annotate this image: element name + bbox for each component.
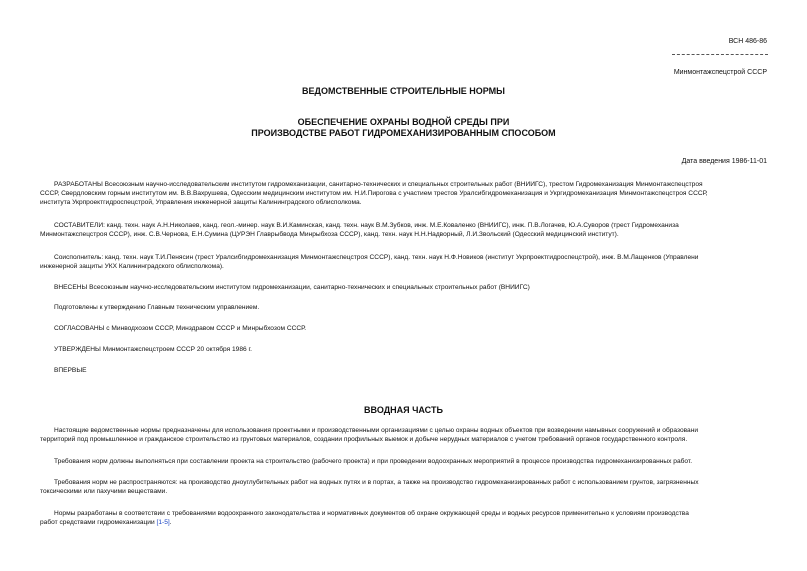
- coauthors-line-2: инженерной защиты УКХ Калининградского облисполкома).: [40, 263, 224, 270]
- first-edition-line: ВПЕРВЫЕ: [54, 367, 87, 374]
- agreed-line: СОГЛАСОВАНЫ с Минводхозом СССР, Минздравом СССР и Минрыбхозом СССР.: [54, 325, 307, 332]
- intro-p4-line-1: Нормы разработаны в соответствии с требованиями водоохранного законодательства и нормативных документов об охране окружающей среды и водных ресурсов применительно к условиям производства: [54, 510, 689, 517]
- issuing-ministry: Минмонтажспецстрой СССР: [673, 69, 767, 76]
- developed-line-3: института Укрпроектгидроспецстрой, Управления инженерной защиты Калининградского облисполкома.: [40, 199, 362, 206]
- authors-paragraph: [40, 221, 773, 239]
- introduced-line: ВНЕСЕНЫ Всесоюзным научно-исследовательским институтом гидромеханизации, санитарно-технических и специальных строительных работ (ВНИИГС): [54, 284, 530, 291]
- approved-paragraph: [40, 345, 773, 354]
- document-title: [0, 117, 807, 139]
- title-line-1: ОБЕСПЕЧЕНИЕ ОХРАНЫ ВОДНОЙ СРЕДЫ ПРИ: [297, 117, 510, 127]
- coauthors-paragraph: [40, 253, 773, 271]
- introduced-paragraph: [40, 283, 773, 292]
- intro-p4-end: .: [169, 519, 172, 526]
- title-line-2: ПРОИЗВОДСТВЕ РАБОТ ГИДРОМЕХАНИЗИРОВАННЫМ СПОСОБОМ: [251, 128, 556, 138]
- prepared-paragraph: [40, 303, 773, 312]
- first-edition-note: [40, 366, 773, 375]
- intro-p1-line-2: территорий под промышленное и гражданское строительство из грунтовых материалов, создании профильных выемок и добыче нерудных материалов с учетом требований органов государственного контроля.: [40, 436, 688, 443]
- prepared-line: Подготовлены к утверждению Главным техническим управлением.: [54, 304, 260, 311]
- intro-p4-text: работ средствами гидромеханизации: [40, 519, 157, 526]
- coauthors-line-1: Соисполнитель: канд. техн. наук Т.И.Пенясин (трест Уралсибгидромеханизация Минмонтажспецстроя СССР), канд. техн. наук Н.Ф.Новиков (институт Укрпроектгидроспецстрой), инж. В.М.Лащенков (Управлени: [54, 254, 699, 261]
- reference-link[interactable]: [1-5]: [156, 519, 170, 526]
- approved-line: УТВЕРЖДЕНЫ Минмонтажспецстроем СССР 20 октября 1986 г.: [54, 346, 252, 353]
- header-divider: [672, 54, 768, 55]
- intro-paragraph-1: [40, 426, 773, 444]
- intro-p1-line-1: Настоящие ведомственные нормы предназначены для использования проектными и производственными организациями с целью охраны водных объектов при возведении намывных сооружений и образовани: [54, 427, 699, 434]
- intro-p3-line-1: Требования норм не распространяются: на производство дноуглубительных работ на водных путях и в портах, а также на производство гидромеханизированных работ с использованием грунтов, загрязненных: [54, 479, 699, 486]
- intro-paragraph-2: [40, 457, 773, 466]
- intro-paragraph-4: [40, 509, 773, 527]
- intro-paragraph-3: [40, 478, 773, 496]
- document-code: ВСН 486-86: [728, 38, 767, 45]
- agreed-paragraph: [40, 324, 773, 333]
- intro-p2-line: Требования норм должны выполняться при составлении проекта на строительство (рабочего проекта) и при проведении водоохранных мероприятий в процессе производства гидромеханизированных работ.: [54, 458, 693, 465]
- effective-date: Дата введения 1986-11-01: [681, 158, 767, 165]
- document-heading: ВЕДОМСТВЕННЫЕ СТРОИТЕЛЬНЫЕ НОРМЫ: [302, 86, 505, 96]
- developed-line-1: РАЗРАБОТАНЫ Всесоюзным научно-исследовательским институтом гидромеханизации, санитарно-технических и специальных строительных работ (ВНИИГС), трестом Гидромеханизация Минмонтажспецстроя: [54, 181, 703, 188]
- intro-p3-line-2: токсическими или пахучими веществами.: [40, 488, 168, 495]
- intro-p4-line-2: [40, 518, 773, 527]
- developed-paragraph: [40, 180, 773, 207]
- developed-line-2: СССР, Свердловским горным институтом им. В.В.Вахрушева, Одесским медицинским институтом им. Н.И.Пирогова с участием трестов Уралсибгидромеханизация и Укргидромеханизация Минмонтажспецстроя СССР,: [40, 190, 708, 197]
- section-title: ВВОДНАЯ ЧАСТЬ: [364, 405, 443, 415]
- authors-line-2: Минмонтажспецстроя СССР), инж. С.В.Чернова, Е.Н.Сумина (ЦУРЭН Главрыбвода Минрыбхоза СССР), канд. техн. наук Н.Н.Надворный, Л.И.Звольский (Одесский медицинский институт).: [40, 231, 619, 238]
- authors-line-1: СОСТАВИТЕЛИ: канд. техн. наук А.Н.Николаев, канд. геол.-минер. наук В.И.Каминская, канд. техн. наук В.М.Зубков, инж. М.Е.Коваленко (ВНИИГС), инж. П.В.Логачев, Ю.А.Суворов (трест Гидромеханиза: [54, 222, 679, 229]
